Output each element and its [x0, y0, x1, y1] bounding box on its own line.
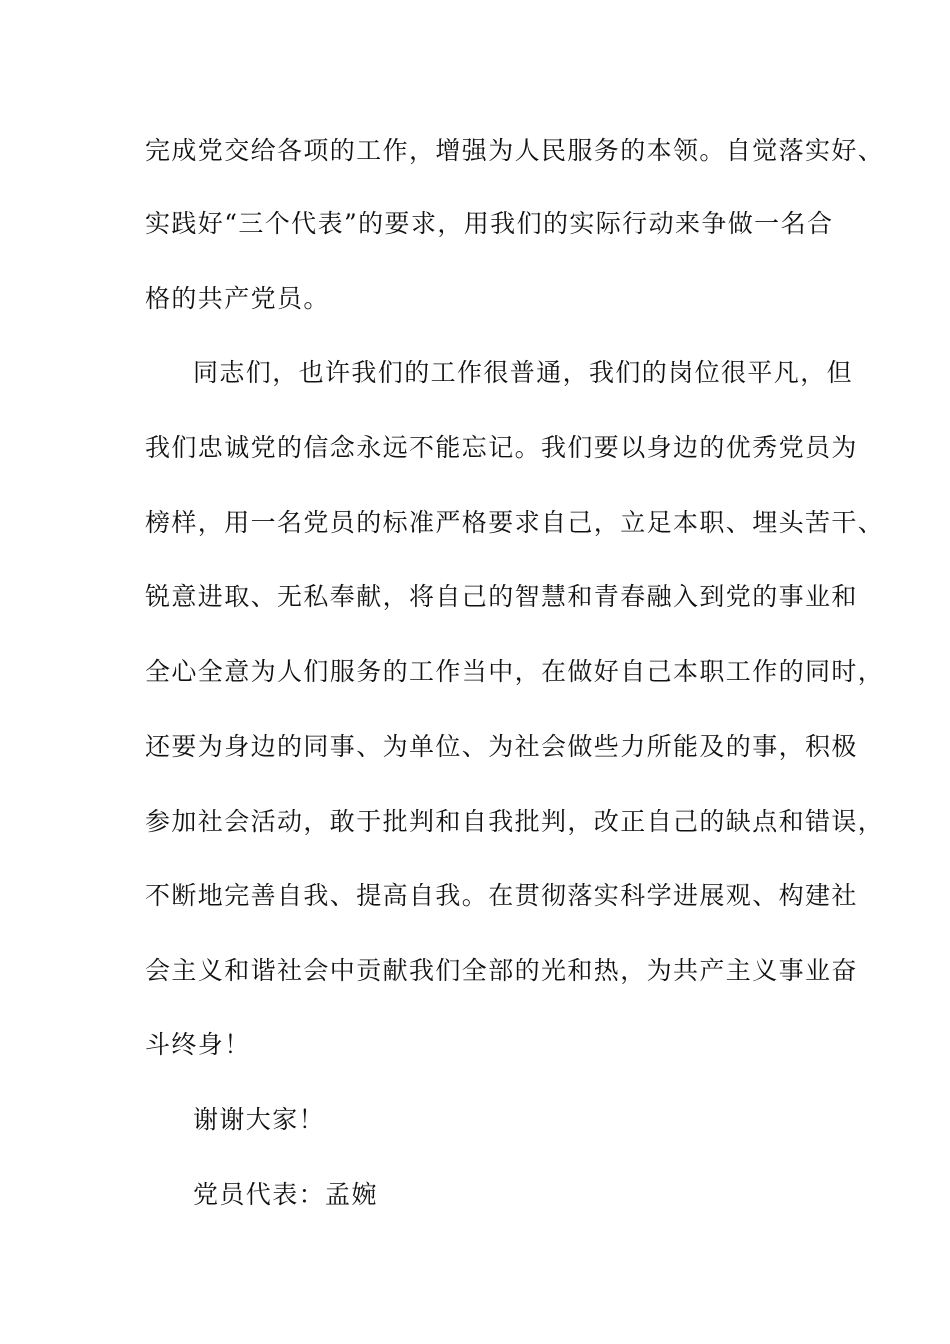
paragraph-line: 榜样，用一名党员的标准严格要求自己，立足本职、埋头苦干、 [145, 508, 885, 537]
paragraph-line: 参加社会活动，敢于批判和自我批判，改正自己的缺点和错误， [145, 807, 885, 836]
paragraph-line: 同志们，也许我们的工作很普通，我们的岗位很平凡，但 [193, 358, 854, 387]
paragraph-line: 格的共产党员。 [145, 284, 330, 313]
paragraph-line: 锐意进取、无私奉献，将自己的智慧和青春融入到党的事业和 [145, 582, 858, 611]
paragraph-line: 完成党交给各项的工作，增强为人民服务的本领。自觉落实好、 [145, 136, 885, 165]
paragraph-line: 全心全意为人们服务的工作当中，在做好自己本职工作的同时， [145, 657, 885, 686]
signature-line: 党员代表：孟婉 [193, 1180, 378, 1209]
paragraph-line: 实践好“三个代表”的要求，用我们的实际行动来争做一名合 [145, 209, 834, 238]
closing-thanks: 谢谢大家！ [193, 1105, 326, 1134]
paragraph-line: 我们忠诚党的信念永远不能忘记。我们要以身边的优秀党员为 [145, 433, 858, 462]
paragraph-line: 不断地完善自我、提高自我。在贯彻落实科学进展观、构建社 [145, 881, 858, 910]
paragraph-line: 斗终身！ [145, 1030, 251, 1059]
paragraph-line: 还要为身边的同事、为单位、为社会做些力所能及的事，积极 [145, 732, 858, 761]
paragraph-line: 会主义和谐社会中贡献我们全部的光和热，为共产主义事业奋 [145, 956, 858, 985]
